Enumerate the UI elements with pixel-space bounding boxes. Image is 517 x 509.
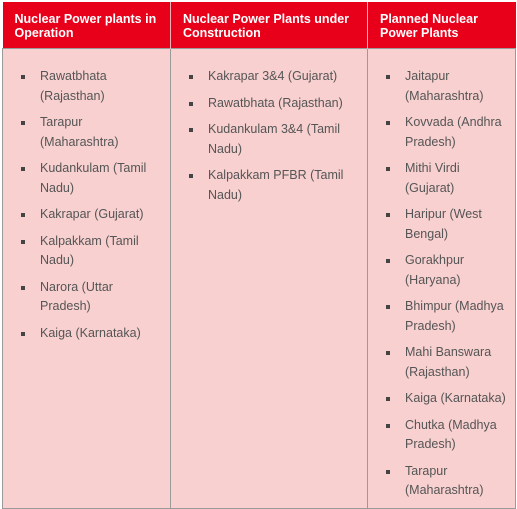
list-item <box>386 251 509 290</box>
bullet-icon <box>386 167 390 171</box>
construction-cell <box>171 49 368 509</box>
list-item <box>386 389 509 409</box>
bullet-icon <box>21 240 25 244</box>
plant-name: Kakrapar (Gujarat) <box>40 207 144 221</box>
plant-name: Jaitapur (Maharashtra) <box>405 69 484 103</box>
body-row <box>3 49 516 509</box>
list-item <box>386 67 509 106</box>
bullet-icon <box>386 75 390 79</box>
list-item <box>386 462 509 501</box>
list-item <box>386 416 509 455</box>
plant-name: Kaiga (Karnataka) <box>405 391 506 405</box>
header-construction: Nuclear Power Plants under Construction <box>171 2 368 49</box>
list-item <box>21 232 164 271</box>
plant-name: Kudankulam (Tamil Nadu) <box>40 161 147 195</box>
list-item <box>189 166 361 205</box>
plant-name: Haripur (West Bengal) <box>405 207 482 241</box>
list-item <box>386 343 509 382</box>
list-item <box>386 113 509 152</box>
list-item <box>189 94 361 114</box>
bullet-icon <box>386 424 390 428</box>
operation-cell <box>3 49 171 509</box>
operation-list <box>3 49 170 343</box>
bullet-icon <box>189 75 193 79</box>
list-item <box>386 205 509 244</box>
bullet-icon <box>386 470 390 474</box>
list-item <box>386 297 509 336</box>
bullet-icon <box>21 332 25 336</box>
header-operation: Nuclear Power plants in Operation <box>3 2 171 49</box>
plant-name: Kalpakkam (Tamil Nadu) <box>40 233 139 267</box>
plant-name: Kakrapar 3&4 (Gujarat) <box>208 69 338 83</box>
bullet-icon <box>386 305 390 309</box>
plant-name: Kovvada (Andhra Pradesh) <box>405 115 502 149</box>
plant-name: Narora (Uttar Pradesh) <box>40 279 113 313</box>
list-item <box>21 324 164 344</box>
bullet-icon <box>189 102 193 106</box>
plant-name: Tarapur (Maharashtra) <box>405 463 484 497</box>
list-item <box>21 278 164 317</box>
planned-cell <box>368 49 516 509</box>
nuclear-plants-table <box>2 2 516 509</box>
bullet-icon <box>386 259 390 263</box>
header-planned: Planned Nuclear Power Plants <box>368 2 516 49</box>
plant-name: Rawatbhata (Rajasthan) <box>208 95 343 110</box>
plant-name: Rawatbhata (Rajasthan) <box>40 69 107 103</box>
list-item <box>21 159 164 198</box>
bullet-icon <box>386 213 390 217</box>
bullet-icon <box>21 167 25 171</box>
list-item <box>386 159 509 198</box>
list-item <box>21 67 164 106</box>
list-item <box>189 120 361 159</box>
bullet-icon <box>21 121 25 125</box>
bullet-icon <box>21 213 25 217</box>
plant-name: Mithi Virdi (Gujarat) <box>405 161 460 195</box>
list-item <box>21 205 164 225</box>
bullet-icon <box>21 75 25 79</box>
bullet-icon <box>189 174 193 178</box>
plant-name: Chutka (Madhya Pradesh) <box>405 417 497 451</box>
plant-name: Kaiga (Karnataka) <box>40 325 141 340</box>
bullet-icon <box>386 121 390 125</box>
header-row <box>3 2 516 49</box>
plant-name: Gorakhpur (Haryana) <box>405 253 465 287</box>
construction-list <box>171 49 367 205</box>
plant-name: Kudankulam 3&4 (Tamil Nadu) <box>208 122 341 156</box>
plant-name: Bhimpur (Madhya Pradesh) <box>405 299 504 333</box>
plant-name: Tarapur (Maharashtra) <box>40 115 119 149</box>
plant-name: Mahi Banswara (Rajasthan) <box>405 345 492 379</box>
bullet-icon <box>386 397 390 401</box>
bullet-icon <box>21 286 25 290</box>
planned-list <box>368 49 515 501</box>
list-item <box>21 113 164 152</box>
bullet-icon <box>386 351 390 355</box>
bullet-icon <box>189 128 193 132</box>
list-item <box>189 67 361 87</box>
plant-name: Kalpakkam PFBR (Tamil Nadu) <box>208 168 344 202</box>
